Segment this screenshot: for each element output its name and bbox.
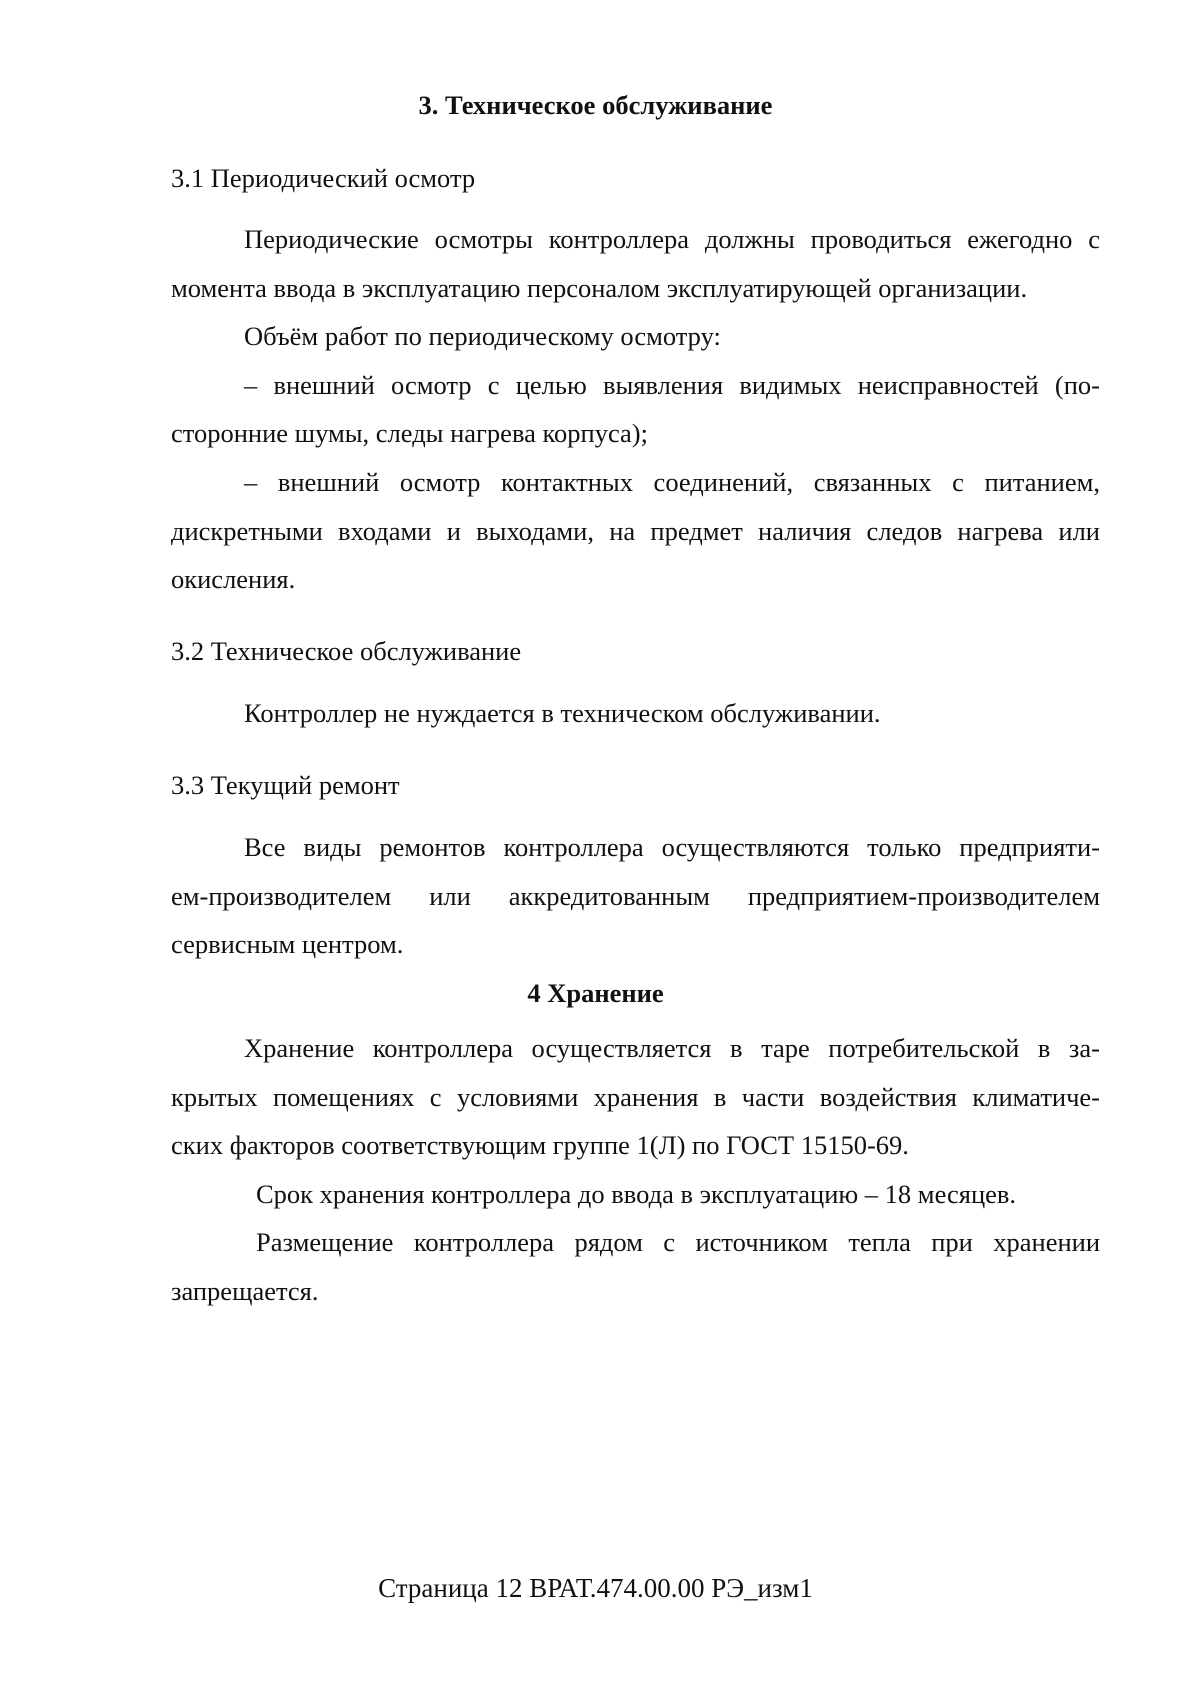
- paragraph-line: сервисным центром.: [171, 929, 404, 959]
- list-item-line: – внешний осмотр контактных соединений, связанных с питанием,: [244, 467, 1100, 497]
- paragraph-line: Хранение контроллера осуществляется в таре потребительской в за-: [244, 1033, 1100, 1063]
- list-item-line: – внешний осмотр с целью выявления видимых неисправностей (по-: [244, 370, 1100, 400]
- subsection-3-3-heading: 3.3 Текущий ремонт: [171, 770, 400, 800]
- section-4-title: 4 Хранение: [527, 978, 664, 1008]
- paragraph-line: крытых помещениях с условиями хранения в части воздействия климатиче-: [171, 1082, 1100, 1112]
- list-item-line: сторонние шумы, следы нагрева корпуса);: [171, 418, 648, 448]
- list-item-line: дискретными входами и выходами, на предмет наличия следов нагрева или: [171, 516, 1100, 546]
- subsection-3-2-heading: 3.2 Техническое обслуживание: [171, 636, 522, 666]
- subsection-3-1-heading: 3.1 Периодический осмотр: [171, 163, 476, 193]
- list-item-line: окисления.: [171, 564, 296, 594]
- paragraph-line: момента ввода в эксплуатацию персоналом эксплуатирующей организации.: [171, 273, 1028, 303]
- paragraph-line: Размещение контроллера рядом с источником тепла при хранении: [256, 1227, 1100, 1257]
- paragraph-line: Срок хранения контроллера до ввода в эксплуатацию – 18 месяцев.: [256, 1179, 1017, 1209]
- paragraph-line: Объём работ по периодическому осмотру:: [244, 321, 721, 351]
- paragraph-line: ем-производителем или аккредитованным предприятием-производителем: [171, 881, 1100, 911]
- paragraph-line: Периодические осмотры контроллера должны проводиться ежегодно с: [244, 224, 1100, 254]
- page-footer: Страница 12 ВРАТ.474.00.00 РЭ_изм1: [378, 1573, 813, 1603]
- paragraph-line: Контроллер не нуждается в техническом обслуживании.: [244, 698, 881, 728]
- paragraph-line: ских факторов соответствующим группе 1(Л) по ГОСТ 15150-69.: [171, 1130, 909, 1160]
- paragraph-line: Все виды ремонтов контроллера осуществляются только предприяти-: [244, 832, 1100, 862]
- section-3-title: 3. Техническое обслуживание: [418, 90, 773, 120]
- paragraph-line: запрещается.: [171, 1276, 319, 1306]
